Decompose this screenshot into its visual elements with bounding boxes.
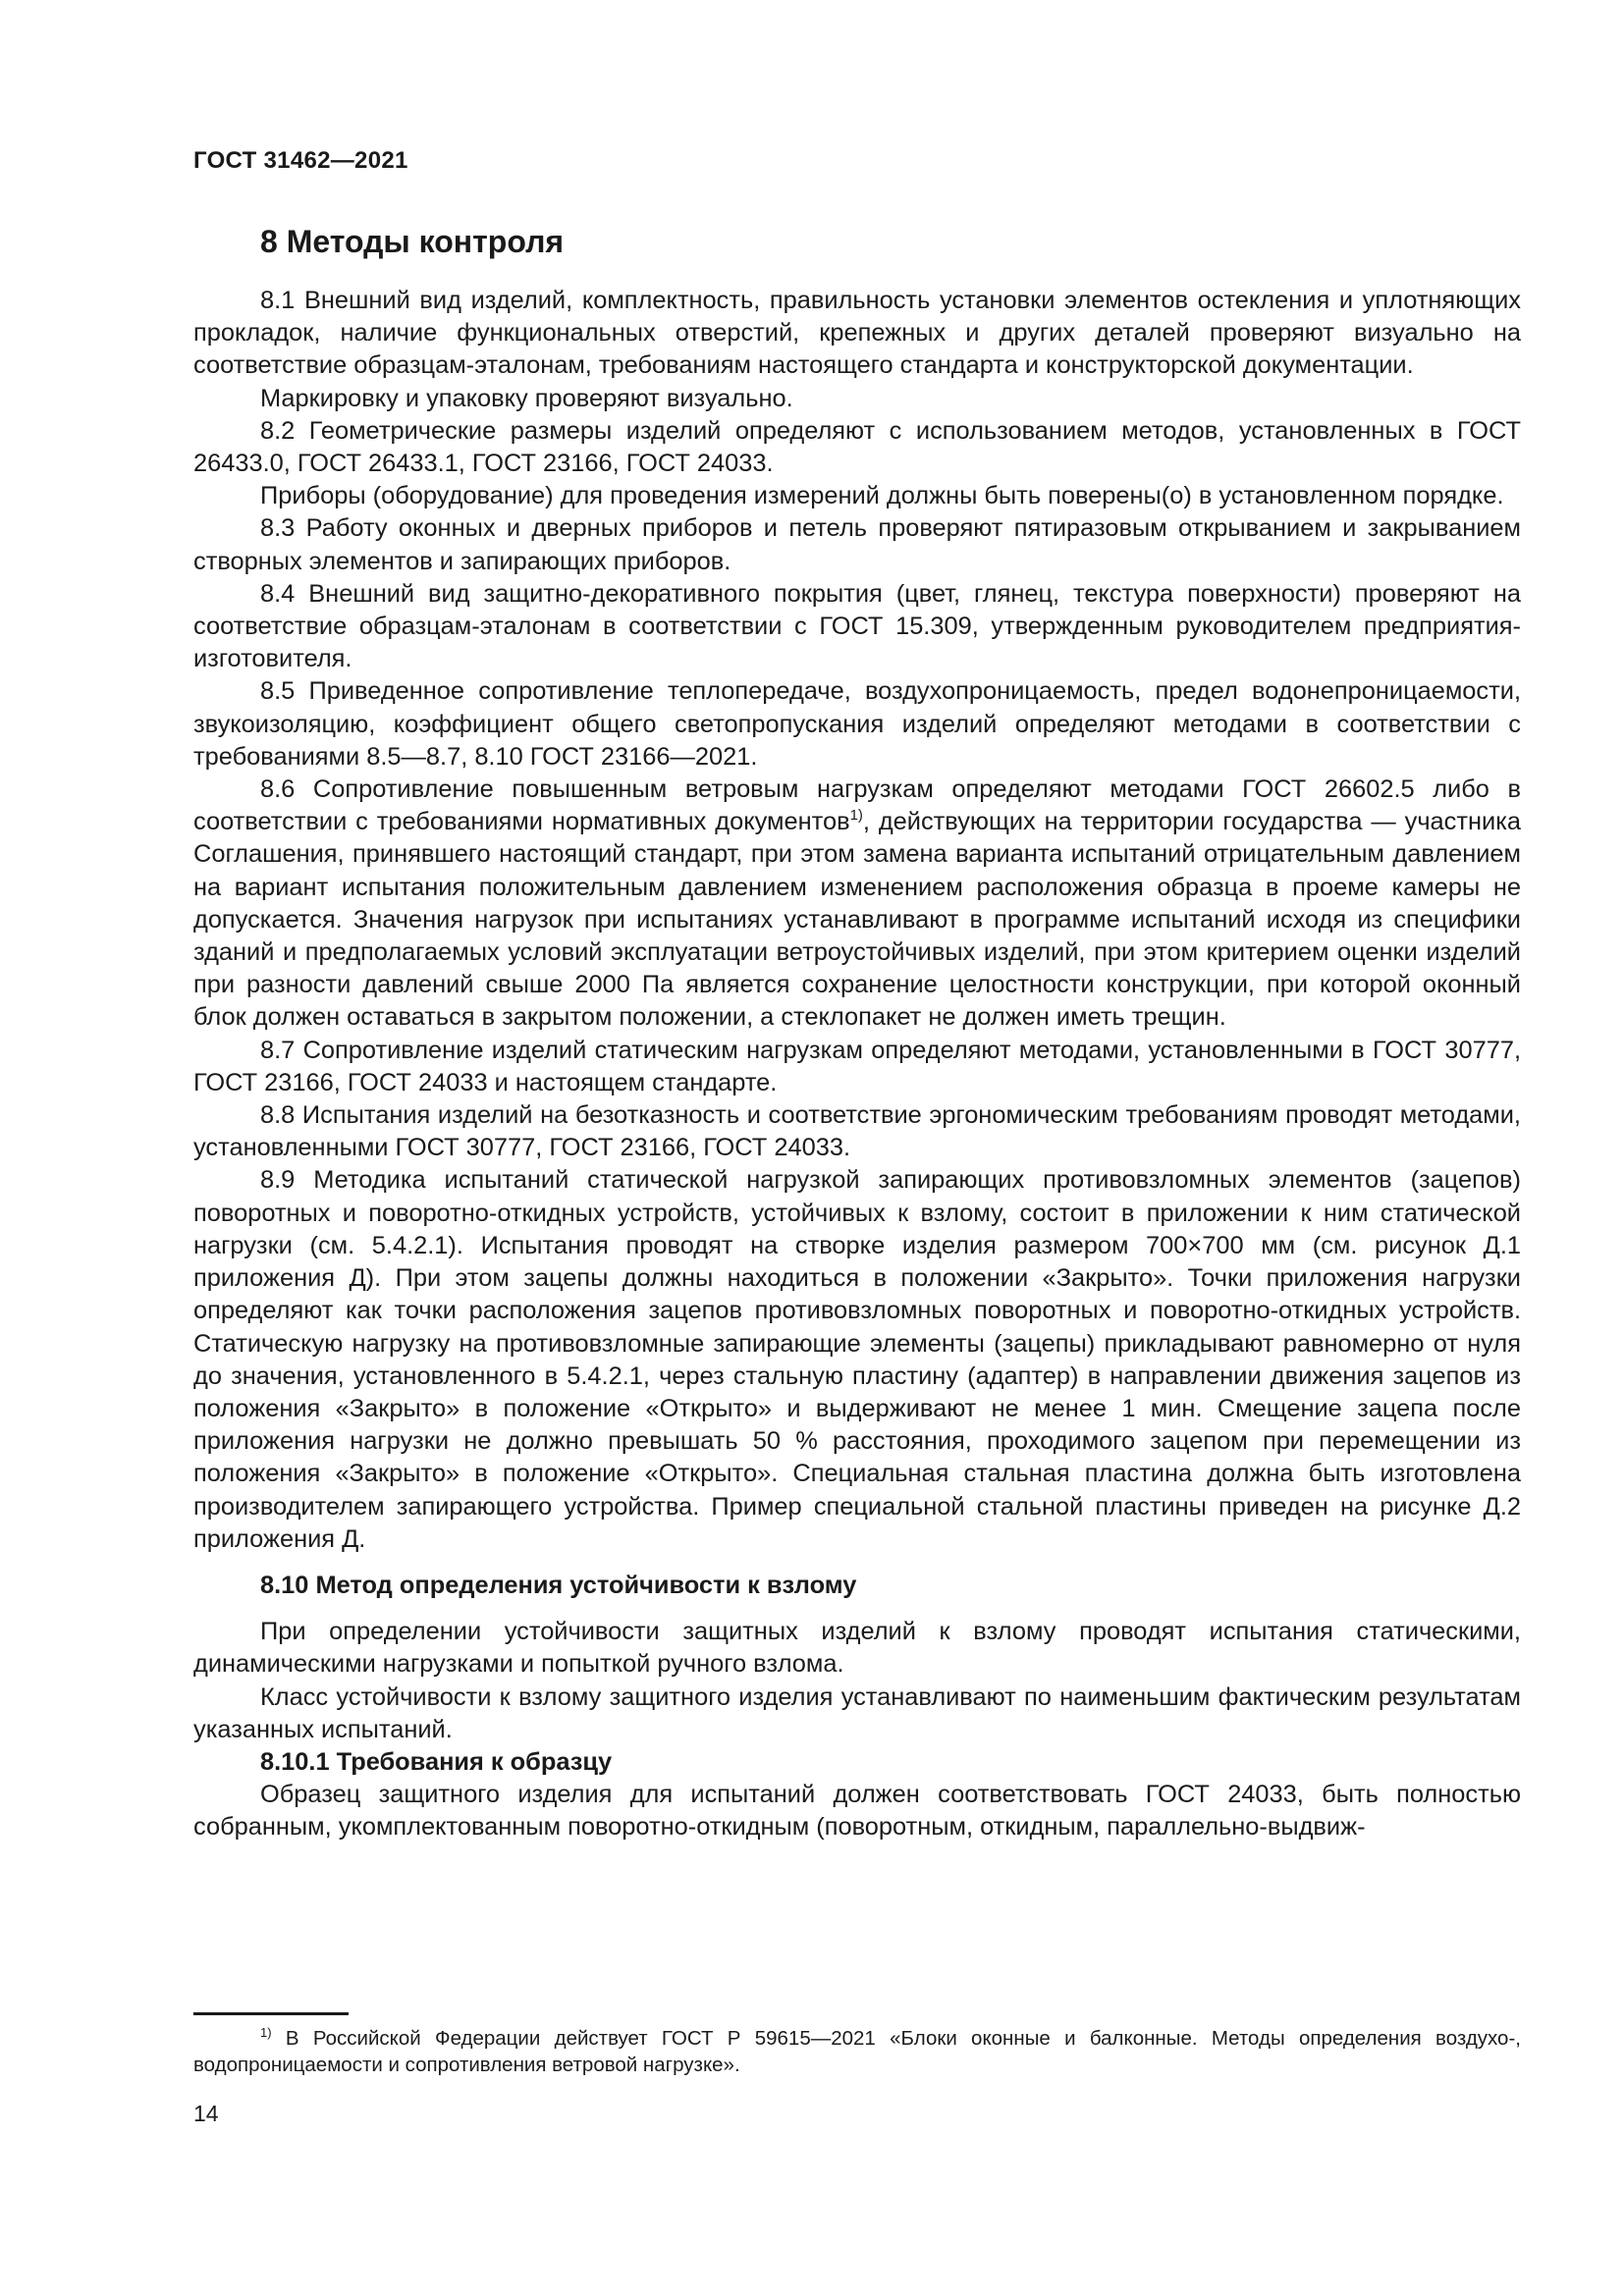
paragraph-8-3: 8.3 Работу оконных и дверных приборов и петель проверяют пятиразовым открыванием и закрыванием створных элементов и запирающих приборов.: [193, 514, 1521, 575]
footnote-marker: 1): [260, 2025, 272, 2040]
paragraph-8-1: 8.1 Внешний вид изделий, комплектность, правильность установки элементов остекления и уплотняющих прокладок, наличие функциональных отверстий, крепежных и других деталей проверяют визуально на соответствие образцам-эталонам, требованиям настоящего стандарта и конструкторской документации.: [193, 287, 1521, 380]
paragraph-8-6-part-1: 8.6 Сопротивление повышенным ветровым нагрузкам определяют методами ГОСТ 26602.5 либо в соответствии с требованиями нормативных документов: [193, 775, 1521, 836]
footnote-divider: [193, 2012, 349, 2015]
paragraph-8-8: 8.8 Испытания изделий на безотказность и соответствие эргономическим требованиям проводят методами, установленными ГОСТ 30777, ГОСТ 23166, ГОСТ 24033.: [193, 1101, 1521, 1162]
subsection-heading-8-10-1: 8.10.1 Требования к образцу: [260, 1747, 613, 1776]
footnote: [193, 2025, 1521, 2078]
paragraph-8-6: [193, 774, 1521, 1035]
document-body: [193, 285, 1521, 1844]
footnote-reference: 1): [849, 807, 863, 825]
paragraph-8-5: 8.5 Приведенное сопротивление теплопередаче, воздухопроницаемость, предел водонепроницаемости, звукоизоляцию, коэффициент общего светопропускания изделий определяют методами в соответствии с требованиями 8.5—8.7, 8.10 ГОСТ 23166—2021.: [193, 677, 1521, 771]
paragraph-8-7: 8.7 Сопротивление изделий статическим нагрузкам определяют методами, установленными в ГОСТ 30777, ГОСТ 23166, ГОСТ 24033 и настоящем стандарте.: [193, 1036, 1521, 1096]
paragraph-8-9: 8.9 Методика испытаний статической нагрузкой запирающих противовзломных элементов (зацепов) поворотных и поворотно-откидных устройств, устойчивых к взлому, состоит в приложении к ним статической нагрузки (см. 5.4.2.1). Испытания проводят на створке изделия размером 700×700 мм (см. рисунок Д.1 приложения Д). При этом зацепы должны находиться в положении «Закрыто». Точки приложения нагрузки определяют как точки расположения зацепов противовзломных поворотных и поворотно-откидных устройств. Статическую нагрузку на противовзломные запирающие элементы (зацепы) прикладывают равномерно от нуля до значения, установленного в 5.4.2.1, через стальную пластину (адаптер) в направлении движения зацепов из положения «Закрыто» в положение «Открыто» и выдерживают не менее 1 мин. Смещение зацепа после приложения нагрузки не должно превышать 50 % расстояния, проходимого зацепом при перемещении из положения «Закрыто» в положение «Открыто». Специальная стальная пластина должна быть изготовлена производителем запирающего устройства. Пример специальной стальной пластины приведен на рисунке Д.2 приложения Д.: [193, 1166, 1521, 1553]
document-header: ГОСТ 31462—2021: [193, 147, 408, 174]
section-title: 8 Методы контроля: [260, 224, 565, 259]
paragraph-8-1-marking: Маркировку и упаковку проверяют визуально.: [260, 384, 793, 412]
paragraph-8-2: 8.2 Геометрические размеры изделий определяют с использованием методов, установленных в ГОСТ 26433.0, ГОСТ 26433.1, ГОСТ 23166, ГОСТ 24033.: [193, 416, 1521, 478]
paragraph-8-10-b: Класс устойчивости к взлому защитного изделия устанавливают по наименьшим фактическим результатам указанных испытаний.: [193, 1682, 1521, 1743]
paragraph-8-10-1: Образец защитного изделия для испытаний должен соответствовать ГОСТ 24033, быть полностью собранным, укомплектованным поворотно-откидным (поворотным, откидным, параллельно-выдвиж-: [193, 1781, 1521, 1842]
paragraph-8-4: 8.4 Внешний вид защитно-декоративного покрытия (цвет, глянец, текстура поверхности) проверяют на соответствие образцам-эталонам в соответствии с ГОСТ 15.309, утвержденным руководителем предприятия-изготовителя.: [193, 579, 1521, 673]
subsection-heading-8-10: 8.10 Метод определения устойчивости к взлому: [260, 1571, 857, 1599]
paragraph-8-2-instruments: Приборы (оборудование) для проведения измерений должны быть поверены(о) в установленном порядке.: [260, 482, 1504, 510]
footnote-text: [193, 2025, 1521, 2078]
paragraph-8-6-part-2: , действующих на территории государства — участника Соглашения, принявшего настоящий стандарт, при этом замена варианта испытаний отрицательным давлением на вариант испытания положительным давлением изменением расположения образца в проеме камеры не допускается. Значения нагрузок при испытаниях устанавливают в программе испытаний исходя из специфики зданий и предполагаемых условий эксплуатации ветроустойчивых изделий, при этом критерием оценки изделий при разности давлений свыше 2000 Па является сохранение целостности конструкции, при которой оконный блок должен оставаться в закрытом положении, а стеклопакет не должен иметь трещин.: [193, 808, 1521, 1032]
footnote-body: В Российской Федерации действует ГОСТ Р 59615—2021 «Блоки оконные и балконные. Методы определения воздухо-, водопроницаемости и сопротивления ветровой нагрузке».: [193, 2027, 1521, 2076]
page-number: 14: [193, 2101, 219, 2126]
paragraph-8-10-a: При определении устойчивости защитных изделий к взлому проводят испытания статическими, динамическими нагрузками и попыткой ручного взлома.: [193, 1618, 1521, 1679]
